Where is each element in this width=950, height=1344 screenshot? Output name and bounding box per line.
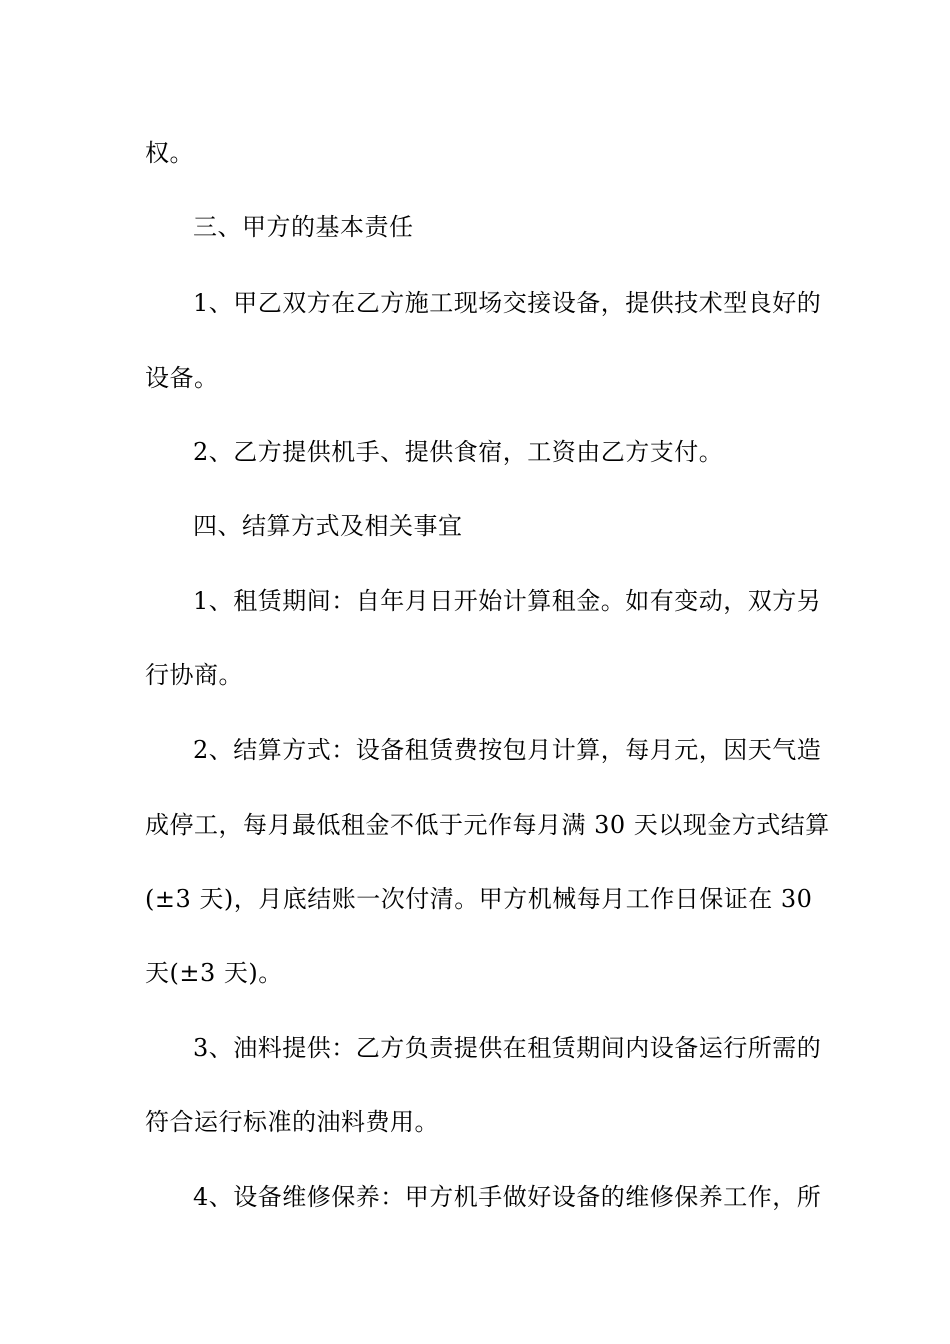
text-line: 2、乙方提供机手、提供食宿，工资由乙方支付。 bbox=[193, 438, 724, 466]
text-line: 2、结算方式：设备租赁费按包月计算，每月元，因天气造 bbox=[193, 736, 822, 764]
text-line: 成停工，每月最低租金不低于元作每月满 30 天以现金方式结算 bbox=[145, 811, 830, 839]
text-line: 天(±3 天)。 bbox=[145, 959, 283, 987]
section-heading-3: 三、甲方的基本责任 bbox=[193, 213, 414, 241]
text-line: 设备。 bbox=[145, 364, 219, 392]
text-line: 3、油料提供：乙方负责提供在租赁期间内设备运行所需的 bbox=[193, 1034, 822, 1062]
text-line: 权。 bbox=[145, 139, 194, 167]
text-line: 行协商。 bbox=[145, 661, 243, 689]
text-line: 4、设备维修保养：甲方机手做好设备的维修保养工作，所 bbox=[193, 1183, 822, 1211]
text-line: 1、甲乙双方在乙方施工现场交接设备，提供技术型良好的 bbox=[193, 289, 822, 317]
text-line: (±3 天)，月底结账一次付清。甲方机械每月工作日保证在 30 bbox=[145, 885, 813, 913]
text-line: 1、租赁期间：自年月日开始计算租金。如有变动，双方另 bbox=[193, 587, 822, 615]
text-line: 符合运行标准的油料费用。 bbox=[145, 1108, 439, 1136]
section-heading-4: 四、结算方式及相关事宜 bbox=[193, 512, 463, 540]
